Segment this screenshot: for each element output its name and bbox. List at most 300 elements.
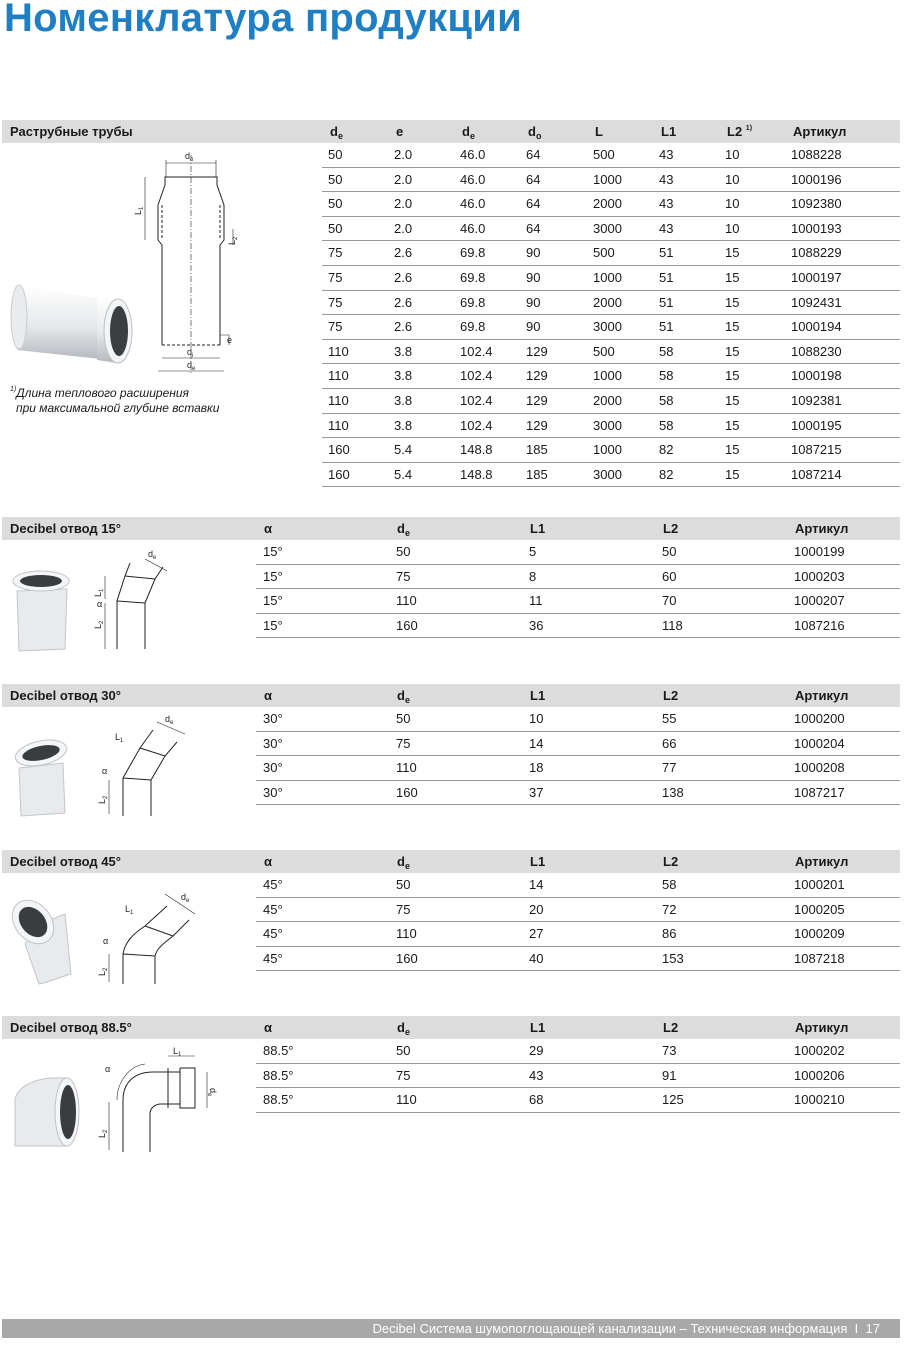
table-row [256,922,900,947]
table-cell: 2.0 [394,147,413,162]
table-cell: 51 [659,294,674,310]
header-de: $d_e$ [397,854,410,871]
bend-photo [15,1078,79,1146]
table-cell: 160 [396,950,418,966]
table-cell: 88.5° [263,1067,294,1083]
table-row [256,565,900,590]
drawing-labels [97,714,174,804]
table-cell: 15° [263,593,283,609]
bend-30-drawing [5,708,245,818]
table-cell: 1000 [593,368,622,384]
header-L2: L2 [663,1020,679,1035]
table-cell: 29 [529,1043,544,1058]
table-cell: 58 [659,343,674,359]
table-cell: 1000199 [794,544,845,559]
table-cell: 51 [659,319,674,335]
table-cell: 1000 [593,171,622,187]
header-L1: L1 [530,1020,546,1035]
table-cell: 110 [328,417,349,433]
table-cell: 110 [396,760,417,776]
header-L1: L1 [530,854,546,869]
header-article: Артикул [795,521,849,536]
table-cell: 5.4 [394,442,413,458]
table-cell: 129 [526,368,548,384]
svg-text:de: $d_e$ [165,714,174,726]
page-footer [2,1319,900,1338]
page-number: 17 [865,1321,880,1336]
table-cell: 5.4 [394,466,413,482]
table-cell: 60 [662,568,677,584]
section-title: Decibel отвод 45° [10,854,121,869]
table-row [256,947,900,972]
table-cell: 50 [328,171,343,187]
section-header [2,1016,900,1039]
page-title: Номенклатура продукции [4,0,523,40]
header-article: Артикул [793,124,847,139]
svg-text:L2: $L_2$ [97,795,109,804]
section-header [2,850,900,873]
bend-photo [4,892,71,984]
table-cell: 18 [529,760,544,776]
drawing-labels [97,1046,218,1138]
table-cell: 3.8 [394,368,413,384]
table-cell: 1088229 [791,245,842,261]
table-cell: 1087216 [794,617,845,633]
table-cell: 148.8 [460,466,493,482]
table-cell: 69.8 [460,270,486,285]
table-cell: 1000209 [794,926,845,942]
section-title: Раструбные трубы [10,124,133,139]
header-do: $d_o$ [528,124,542,141]
table-cell: 15 [725,270,740,285]
header-article: Артикул [795,688,849,703]
table-cell: 129 [526,417,548,433]
bend-photo [13,571,69,651]
table-cell: 129 [526,393,548,408]
header-L1: L1 [530,688,546,703]
table-cell: 30° [263,711,283,726]
table-cell: 86 [662,926,677,942]
table-cell: 102.4 [460,417,493,433]
table-cell: 1000204 [794,735,845,751]
table-cell: 90 [526,319,541,335]
table-cell: 58 [659,417,674,433]
table-cell: 37 [529,784,544,800]
table-cell: 14 [529,735,544,751]
table-row [256,1064,900,1089]
svg-text:L1: $L_1$ [125,904,134,916]
table-cell: 82 [659,466,674,482]
table-cell: 110 [328,393,349,408]
table-cell: 75 [396,568,411,584]
table-cell: 5 [529,544,537,559]
table-cell: 50 [396,877,411,892]
svg-text:L2: $L_2$ [97,967,109,976]
table-cell: 15 [725,319,740,335]
svg-text:L2: $L_2$ [97,1129,109,1138]
table-row [256,873,900,898]
table-cell: 3000 [593,319,622,335]
table-row [322,414,900,439]
table-cell: 46.0 [460,220,486,236]
table-cell: 75 [328,245,343,261]
table-cell: 500 [593,245,615,261]
table-cell: 20 [529,901,544,917]
table-cell: 2000 [593,294,622,310]
table-cell: 138 [662,784,684,800]
table-row [322,266,900,291]
table-cell: 46.0 [460,147,486,162]
table-row [322,291,900,316]
header-alpha: α [264,854,272,869]
table-cell: 45° [263,877,283,892]
table-cell: 2000 [593,196,622,212]
table-cell: 90 [526,294,541,310]
table-cell: 3000 [593,466,622,482]
table-cell: 185 [526,442,548,458]
table-cell: 15° [263,568,283,584]
table-cell: 69.8 [460,294,486,310]
table-cell: 43 [659,220,674,236]
table-cell: 75 [328,319,343,335]
table-cell: 45° [263,926,283,942]
pipe-technical-drawing [145,155,233,375]
table-cell: 46.0 [460,171,486,187]
table-cell: 1000200 [794,711,845,726]
table-cell: 160 [396,784,418,800]
table-cell: 88.5° [263,1092,294,1108]
table-row [322,389,900,414]
table-cell: 118 [662,617,683,633]
table-cell: 1000210 [794,1092,845,1108]
header-L2: L2 $^{1)}$ [727,124,753,139]
svg-text:L2: $L_2$ [93,620,105,629]
table-cell: 1092380 [791,196,842,212]
table-cell: 43 [659,196,674,212]
table-cell: 11 [529,593,543,609]
table-cell: 68 [529,1092,544,1108]
table-cell: 3.8 [394,417,413,433]
table-cell: 69.8 [460,245,486,261]
table-cell: 3000 [593,417,622,433]
header-L: L [595,124,603,139]
header-article: Артикул [795,1020,849,1035]
bend-photo [13,736,69,816]
section-bend-30 [0,684,905,814]
table-cell: 1000203 [794,568,845,584]
table-cell: 102.4 [460,343,493,359]
table-cell: 1000195 [791,417,842,433]
header-L1: L1 [530,521,546,536]
table-cell: 160 [328,442,350,458]
section-header [2,120,900,143]
table-row [256,707,900,732]
table-cell: 160 [396,617,418,633]
table-cell: 15 [725,245,740,261]
table-cell: 1000207 [794,593,845,609]
table-cell: 160 [328,466,350,482]
section-bend-45 [0,850,905,985]
svg-text:α: α [105,1064,111,1074]
table-cell: 64 [526,196,541,212]
bend-technical-drawing [105,559,167,649]
table-row [256,540,900,565]
table-cell: 30° [263,760,283,776]
table-cell: 82 [659,442,674,458]
table-cell: 51 [659,245,674,261]
table-cell: 66 [662,735,677,751]
table-cell: 36 [529,617,544,633]
table-cell: 500 [593,343,615,359]
table-cell: 1000 [593,442,622,458]
table-cell: 51 [659,270,674,285]
table-cell: 1000198 [791,368,842,384]
table-cell: 2000 [593,393,622,408]
footer-text: Decibel Система шумопоглощающей канализации – Техническая информация I 17 [372,1321,880,1336]
table-cell: 15 [725,294,740,310]
table-cell: 125 [662,1092,684,1108]
table-cell: 1088228 [791,147,842,162]
bend-15-drawing [5,541,245,651]
table-row [322,217,900,242]
table-cell: 1000201 [794,877,845,892]
table-cell: 1092381 [791,393,842,408]
svg-text:de: $d_e$ [181,892,190,904]
table-cell: 15° [263,544,283,559]
svg-text:α: α [102,766,108,776]
table-cell: 500 [593,147,615,162]
table-cell: 1000 [593,270,622,285]
table-cell: 110 [328,368,349,384]
table-cell: 64 [526,220,541,236]
table-cell: 10 [725,147,740,162]
table-cell: 45° [263,901,283,917]
table-cell: 1000196 [791,171,842,187]
table-row [256,732,900,757]
table-cell: 1087218 [794,950,845,966]
table-cell: 2.6 [394,270,413,285]
table-cell: 2.6 [394,294,413,310]
table-cell: 10 [725,171,740,187]
table-cell: 10 [529,711,544,726]
table-cell: 75 [328,270,343,285]
table-cell: 102.4 [460,368,493,384]
section-header [2,517,900,540]
table-cell: 43 [529,1067,544,1083]
table-cell: 3.8 [394,393,413,408]
section-title: Decibel отвод 30° [10,688,121,703]
table-cell: 50 [328,220,343,236]
header-alpha: α [264,1020,272,1035]
table-row [322,315,900,340]
svg-text:L1: $L_1$ [93,588,105,597]
table-cell: 50 [328,196,343,212]
table-cell: 58 [662,877,677,892]
table-cell: 110 [396,593,417,609]
table-row [256,898,900,923]
section-bend-15 [0,517,905,647]
table-cell: 75 [396,1067,411,1083]
table-cell: 15 [725,368,740,384]
header-de: $d_e$ [397,688,410,705]
svg-text:L1: $L_1$ [173,1046,182,1058]
section-bend-88-5 [0,1016,905,1156]
header-article: Артикул [795,854,849,869]
table-cell: 46.0 [460,196,486,212]
svg-text:de: $d_e$ [148,549,157,561]
svg-text:L2: $L_2$ [227,236,239,245]
header-L2: L2 [663,854,679,869]
header-de: $d_e$ [397,1020,410,1037]
table-cell: 185 [526,466,548,482]
table-cell: 2.0 [394,171,413,187]
table-cell: 14 [529,877,544,892]
table-cell: 77 [662,760,677,776]
table-cell: 50 [396,1043,411,1058]
table-row [322,168,900,193]
drawing-labels [93,549,157,629]
table-row [256,781,900,806]
header-de: $d_e$ [330,124,343,141]
table-cell: 75 [328,294,343,310]
table-row [256,756,900,781]
table-cell: 58 [659,368,674,384]
table-cell: 15° [263,617,283,633]
header-de: $d_e$ [397,521,410,538]
table-cell: 64 [526,147,541,162]
drawing-labels [133,151,239,372]
table-cell: 15 [725,393,740,408]
bend-technical-drawing [109,894,195,984]
table-row [256,1088,900,1113]
header-de2: $d_e$ [462,124,475,141]
table-cell: 1000205 [794,901,845,917]
svg-text:e: e [227,335,233,345]
table-row [256,614,900,639]
table-cell: 73 [662,1043,677,1058]
table-cell: 1092431 [791,294,842,310]
table-cell: 75 [396,901,411,917]
table-cell: 30° [263,735,283,751]
svg-text:α: α [97,599,103,609]
table-row [322,143,900,168]
table-cell: 3.8 [394,343,413,359]
bend-technical-drawing [109,722,185,816]
bend-45-drawing [5,874,245,986]
table-row [322,438,900,463]
bend-technical-drawing [109,1056,207,1152]
table-cell: 88.5° [263,1043,294,1058]
table-cell: 2.6 [394,319,413,335]
table-cell: 10 [725,196,740,212]
header-e: e [396,124,404,139]
svg-text:de: $d_e$ [187,360,196,372]
section-socket-pipes [0,120,905,495]
table-cell: 45° [263,950,283,966]
drawing-labels [97,892,190,976]
table-cell: 15 [725,343,740,359]
table-cell: 1087217 [794,784,845,800]
table-cell: 43 [659,147,674,162]
section-header [2,684,900,707]
table-cell: 50 [396,544,411,559]
table-cell: 90 [526,245,541,261]
table-row [256,1039,900,1064]
svg-text:α: α [103,936,109,946]
table-cell: 15 [725,442,740,458]
table-row [322,340,900,365]
table-cell: 69.8 [460,319,486,335]
table-cell: 110 [396,1092,417,1108]
table-cell: 1000206 [794,1067,845,1083]
table-cell: 70 [662,593,677,609]
table-cell: 43 [659,171,674,187]
table-cell: 50 [662,544,677,559]
table-cell: 110 [396,926,417,942]
table-row [322,241,900,266]
table-cell: 72 [662,901,677,917]
table-cell: 1000193 [791,220,842,236]
table-cell: 3000 [593,220,622,236]
header-L1: L1 [661,124,677,139]
header-alpha: α [264,688,272,703]
table-cell: 148.8 [460,442,493,458]
table-cell: 1000197 [791,270,842,285]
table-cell: 15 [725,417,740,433]
socket-pipe-drawing [5,145,239,380]
table-cell: 1000202 [794,1043,845,1058]
table-cell: 2.6 [394,245,413,261]
table-cell: 40 [529,950,544,966]
table-cell: 64 [526,171,541,187]
table-row [322,192,900,217]
svg-text:de: $d_e$ [206,1088,218,1097]
table-row [322,463,900,488]
pipe-photo [11,285,132,363]
table-cell: 1000208 [794,760,845,776]
table-cell: 58 [659,393,674,408]
table-cell: 8 [529,568,537,584]
svg-text:L1: $L_1$ [133,206,145,215]
table-cell: 1088230 [791,343,842,359]
table-cell: 50 [396,711,411,726]
table-cell: 30° [263,784,283,800]
table-cell: 102.4 [460,393,493,408]
table-cell: 75 [396,735,411,751]
footer-separator: I [854,1321,859,1336]
table-cell: 110 [328,343,349,359]
table-cell: 2.0 [394,220,413,236]
table-cell: 10 [725,220,740,236]
svg-text:do: $d_o$ [185,151,194,163]
table-cell: 91 [662,1067,677,1083]
svg-text:di: $d_i$ [187,347,194,359]
table-cell: 153 [662,950,684,966]
table-row [256,589,900,614]
table-cell: 55 [662,711,677,726]
table-cell: 129 [526,343,548,359]
table-cell: 27 [529,926,544,942]
svg-text:L1: $L_1$ [115,732,124,744]
table-cell: 2.0 [394,196,413,212]
table-cell: 90 [526,270,541,285]
header-L2: L2 [663,521,679,536]
header-L2: L2 [663,688,679,703]
header-alpha: α [264,521,272,536]
table-cell: 1000194 [791,319,842,335]
section-title: Decibel отвод 88.5° [10,1020,132,1035]
section-title: Decibel отвод 15° [10,521,121,536]
